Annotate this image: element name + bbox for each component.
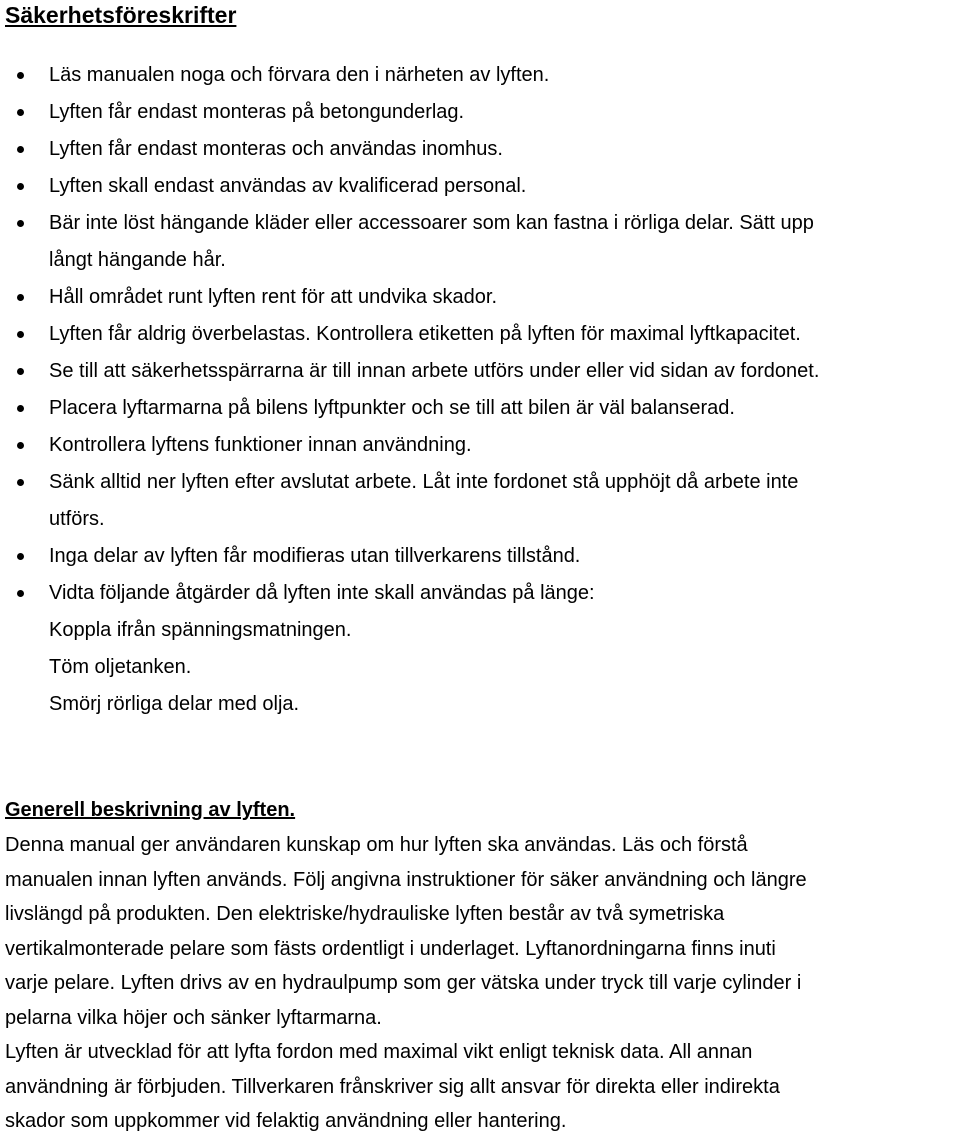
- section-title: Generell beskrivning av lyften.: [5, 799, 296, 821]
- list-item: [0, 353, 960, 390]
- list-item-text: Bär inte löst hängande kläder eller accessoarer som kan fastna i rörliga delar. Sätt upp: [49, 212, 814, 234]
- list-item: [0, 538, 960, 575]
- bullet-icon: [17, 220, 24, 227]
- description-line: pelarna vilka höjer och sänker lyftarmarna.: [5, 1006, 382, 1029]
- description-line: vertikalmonterade pelare som fästs ordentligt i underlaget. Lyftanordningarna finns inuti: [5, 937, 776, 960]
- list-item: [0, 427, 960, 464]
- bullet-icon: [17, 405, 24, 412]
- bullet-icon: [17, 331, 24, 338]
- description-line: Lyften är utvecklad för att lyfta fordon med maximal vikt enligt teknisk data. All annan: [5, 1041, 753, 1063]
- safety-list: [0, 57, 960, 723]
- list-item-text: Lyften får endast monteras och användas inomhus.: [49, 138, 503, 160]
- list-item: [0, 94, 960, 131]
- description-line: skador som uppkommer vid felaktig användning eller hantering.: [5, 1110, 567, 1132]
- list-item-text: Kontrollera lyftens funktioner innan användning.: [49, 434, 472, 456]
- list-item-text: Håll området runt lyften rent för att undvika skador.: [49, 286, 497, 308]
- bullet-icon: [17, 146, 24, 153]
- bullet-icon: [17, 553, 24, 560]
- list-item-text: Vidta följande åtgärder då lyften inte skall användas på länge:: [49, 582, 595, 604]
- list-item-text: Lyften får aldrig överbelastas. Kontrollera etiketten på lyften för maximal lyftkapacitet.: [49, 323, 801, 345]
- list-item-text: Lyften får endast monteras på betongunderlag.: [49, 101, 465, 123]
- list-item: [0, 575, 960, 612]
- list-item-continuation: [0, 612, 960, 649]
- description-paragraph: [5, 828, 955, 1139]
- description-line: Denna manual ger användaren kunskap om hur lyften ska användas. Läs och förstå: [5, 834, 748, 856]
- list-item: [0, 464, 960, 501]
- list-item-continuation: [0, 686, 960, 723]
- bullet-icon: [17, 109, 24, 116]
- list-item: [0, 57, 960, 94]
- list-item-continuation: [0, 649, 960, 686]
- bullet-icon: [17, 590, 24, 597]
- description-line: användning är förbjuden. Tillverkaren frånskriver sig allt ansvar för direkta eller indirekta: [5, 1075, 780, 1098]
- description-line: manualen innan lyften används. Följ angivna instruktioner för säker användning och längre: [5, 868, 807, 891]
- list-item-text: Läs manualen noga och förvara den i närheten av lyften.: [49, 64, 550, 86]
- list-item-text: Placera lyftarmarna på bilens lyftpunkter och se till att bilen är väl balanserad.: [49, 397, 735, 419]
- bullet-icon: [17, 479, 24, 486]
- list-item-text: Sänk alltid ner lyften efter avslutat arbete. Låt inte fordonet stå upphöjt då arbete inte: [49, 471, 799, 493]
- bullet-icon: [17, 294, 24, 301]
- list-item-text: Lyften skall endast användas av kvalificerad personal.: [49, 175, 527, 197]
- list-item-text: utförs.: [49, 508, 105, 530]
- bullet-icon: [17, 442, 24, 449]
- list-item-text: Koppla ifrån spänningsmatningen.: [49, 619, 352, 641]
- list-item: [0, 316, 960, 353]
- list-item: [0, 390, 960, 427]
- bullet-icon: [17, 368, 24, 375]
- list-item-text: Smörj rörliga delar med olja.: [49, 693, 300, 715]
- list-item-text: Töm oljetanken.: [49, 656, 192, 678]
- description-line: varje pelare. Lyften drivs av en hydraulpump som ger vätska under tryck till varje cylinder i: [5, 972, 802, 994]
- list-item: [0, 279, 960, 316]
- list-item-text: långt hängande hår.: [49, 249, 226, 271]
- list-item-continuation: [0, 242, 960, 279]
- description-line: livslängd på produkten. Den elektriske/hydrauliske lyften består av två symetriska: [5, 903, 725, 925]
- list-item: [0, 168, 960, 205]
- list-item: [0, 205, 960, 242]
- list-item: [0, 131, 960, 168]
- list-item-text: Se till att säkerhetsspärrarna är till innan arbete utförs under eller vid sidan av fordonet.: [49, 360, 820, 382]
- list-item-continuation: [0, 501, 960, 538]
- list-item-text: Inga delar av lyften får modifieras utan tillverkarens tillstånd.: [49, 545, 581, 567]
- bullet-icon: [17, 72, 24, 79]
- bullet-icon: [17, 183, 24, 190]
- page-title: Säkerhetsföreskrifter: [5, 2, 237, 28]
